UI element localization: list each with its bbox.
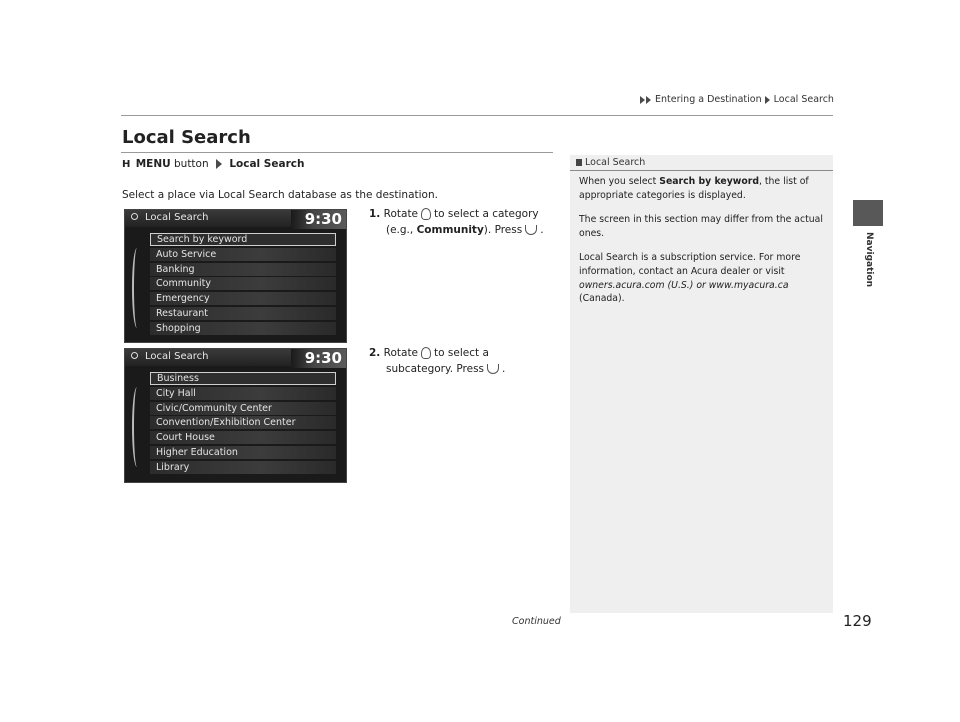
home-icon: H xyxy=(122,159,131,170)
note-paragraph: When you select Search by keyword, the list of appropriate categories is displayed. xyxy=(579,176,809,201)
step-2: 2. Rotate to select a subcategory. Press . xyxy=(369,347,506,375)
search-icon xyxy=(131,213,138,220)
list-item[interactable]: Restaurant xyxy=(150,307,336,320)
category-list xyxy=(150,233,336,337)
breadcrumb-item: Entering a Destination xyxy=(655,94,762,105)
intro-text: Select a place via Local Search database as the destination. xyxy=(122,189,438,201)
screen-title: Local Search xyxy=(145,351,209,362)
note-paragraph: Local Search is a subscription service. For more information, contact an Acura dealer or visit owners.acura.com (U.S.) or www.myacura.ca (Canada). xyxy=(579,252,801,305)
button-word: button xyxy=(174,158,209,170)
arrow-icon xyxy=(640,96,645,104)
note-body xyxy=(579,175,827,317)
list-item[interactable]: Business xyxy=(150,372,336,385)
side-tab-label: Navigation xyxy=(864,232,874,288)
continued-label: Continued xyxy=(512,616,561,627)
arrow-icon xyxy=(765,96,770,104)
list-item[interactable]: Higher Education xyxy=(150,446,336,459)
press-knob-icon xyxy=(487,364,499,374)
title-divider xyxy=(121,152,553,153)
section-tab-marker xyxy=(853,200,883,226)
menu-button-label: MENU xyxy=(135,158,171,170)
menu-path xyxy=(122,158,304,170)
header-divider xyxy=(121,115,833,116)
note-divider xyxy=(570,170,833,171)
arrow-icon xyxy=(216,159,222,169)
note-heading: Local Search xyxy=(576,157,645,168)
list-item[interactable]: Banking xyxy=(150,263,336,276)
scroll-knob-icon xyxy=(130,248,144,328)
list-item[interactable]: Convention/Exhibition Center xyxy=(150,416,336,429)
subcategory-list xyxy=(150,372,336,476)
screen-local-search-subcategories xyxy=(124,348,347,483)
list-item[interactable]: Court House xyxy=(150,431,336,444)
list-item[interactable]: Shopping xyxy=(150,322,336,335)
page-title: Local Search xyxy=(122,127,251,148)
list-item[interactable]: Library xyxy=(150,461,336,474)
list-item[interactable]: Community xyxy=(150,277,336,290)
note-marker-icon xyxy=(576,159,582,166)
page-number: 129 xyxy=(843,612,872,630)
screen-local-search-categories xyxy=(124,209,347,343)
step-1: 1. Rotate to select a category (e.g., Community). Press . xyxy=(369,208,544,236)
note-paragraph: The screen in this section may differ from the actual ones. xyxy=(579,214,823,239)
list-item[interactable]: City Hall xyxy=(150,387,336,400)
clock: 9:30 xyxy=(291,210,346,229)
menu-item-label: Local Search xyxy=(229,158,305,170)
list-item[interactable]: Civic/Community Center xyxy=(150,402,336,415)
scroll-knob-icon xyxy=(130,387,144,467)
list-item[interactable]: Search by keyword xyxy=(150,233,336,246)
breadcrumb-item: Local Search xyxy=(773,94,834,105)
search-icon xyxy=(131,352,138,359)
list-item[interactable]: Auto Service xyxy=(150,248,336,261)
arrow-icon xyxy=(646,96,651,104)
rotate-knob-icon xyxy=(421,347,431,359)
screen-title: Local Search xyxy=(145,212,209,223)
rotate-knob-icon xyxy=(421,208,431,220)
list-item[interactable]: Emergency xyxy=(150,292,336,305)
press-knob-icon xyxy=(525,225,537,235)
clock: 9:30 xyxy=(291,349,346,368)
breadcrumb xyxy=(640,94,834,105)
